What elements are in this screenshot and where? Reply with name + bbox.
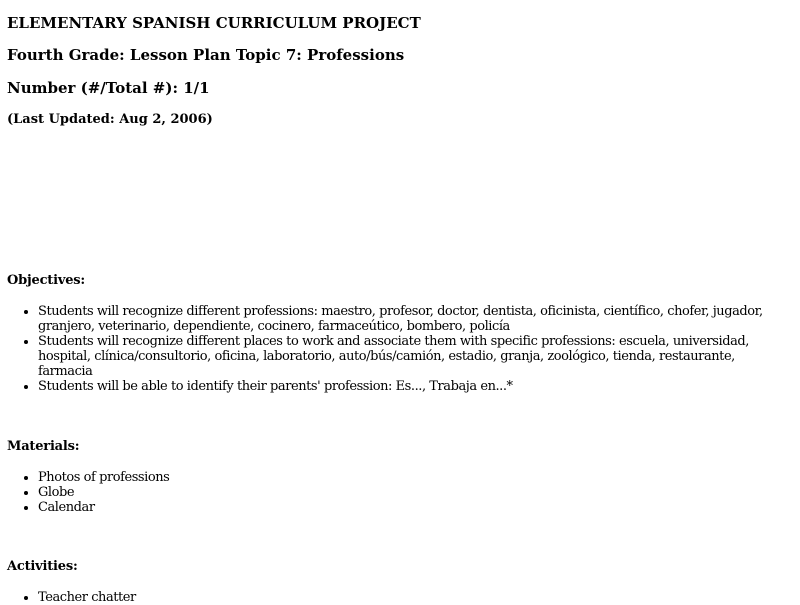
- objectives-heading: Objectives:: [7, 273, 85, 288]
- objectives-list: [0, 304, 788, 394]
- page-title: ELEMENTARY SPANISH CURRICULUM PROJECT: [7, 14, 421, 32]
- lesson-number: Number (#/Total #): 1/1: [7, 79, 210, 97]
- materials-list: [0, 470, 788, 515]
- list-item: • Photos of professions: [38, 470, 788, 485]
- materials-heading: Materials:: [7, 439, 80, 454]
- list-item: • Calendar: [38, 500, 788, 515]
- lesson-title: Fourth Grade: Lesson Plan Topic 7: Professions: [7, 46, 405, 64]
- list-item: • Students will be able to identify their parents' profession: Es..., Trabaja en...*: [38, 379, 788, 394]
- list-item: • Students will recognize different places to work and associate them with specific professions: escuela, universidad, hospital, clínica/consultorio, oficina, laboratorio, auto/bús/camión, estadio, granja, zoológico, tienda, restaurante, farmacia: [38, 334, 788, 379]
- activities-list: [0, 590, 788, 605]
- list-item: • Students will recognize different professions: maestro, profesor, doctor, dentista, oficinista, científico, chofer, jugador, granjero, veterinario, dependiente, cocinero, farmaceútico, bombero, policía: [38, 304, 788, 334]
- list-item: • Teacher chatter: [38, 590, 788, 605]
- activities-heading: Activities:: [7, 559, 78, 574]
- list-item: • Globe: [38, 485, 788, 500]
- last-updated: (Last Updated: Aug 2, 2006): [7, 112, 213, 127]
